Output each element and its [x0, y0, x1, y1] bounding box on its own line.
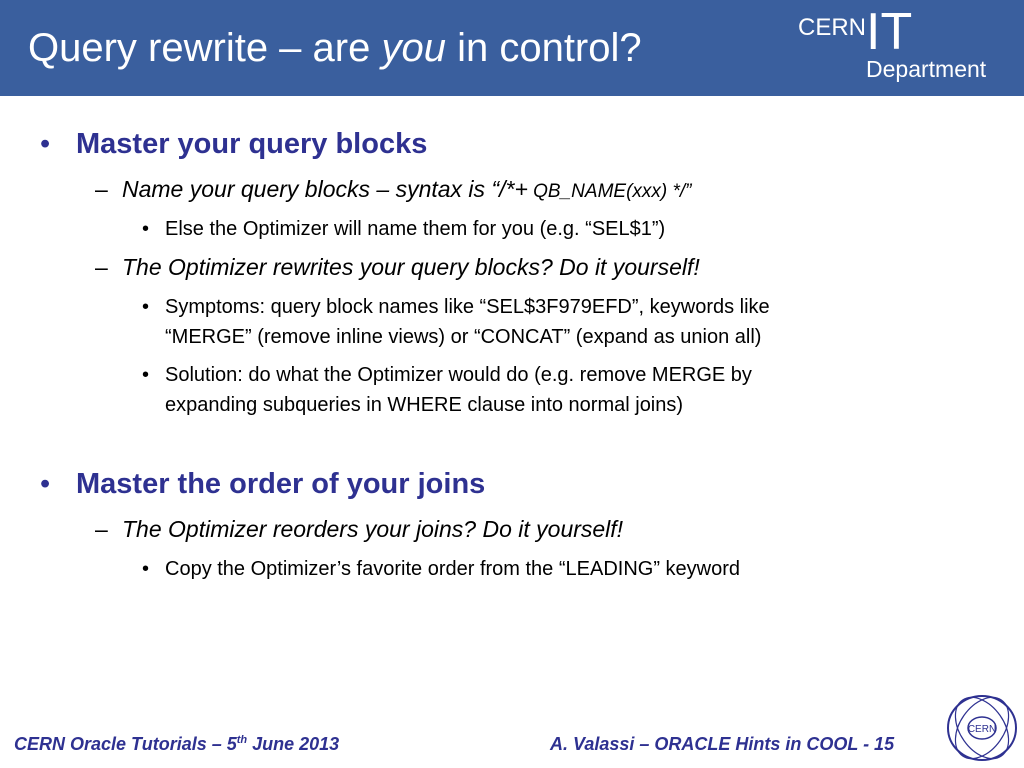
- footer-date: June 2013: [247, 734, 340, 754]
- detail-line-1: Solution: do what the Optimizer would do (e.g. remove MERGE by: [165, 364, 752, 386]
- footer-ordinal: th: [236, 734, 248, 746]
- cern-logo-icon: [944, 690, 1020, 766]
- title-text-end: in control?: [445, 26, 642, 70]
- footer-event-text: CERN Oracle Tutorials – 5: [14, 734, 237, 754]
- dash-icon: –: [95, 516, 108, 542]
- logo-cern-text: CERN: [798, 14, 867, 41]
- detail-label: Copy the Optimizer’s favorite order from the “LEADING” keyword: [165, 558, 741, 580]
- sub-bullet-label: The Optimizer rewrites your query blocks? Do it yourself!: [122, 254, 700, 280]
- dash-icon: –: [95, 254, 108, 280]
- bullet-label: Master the order of your joins: [76, 468, 486, 500]
- footer-event: [14, 734, 339, 755]
- syntax-open: “/*+: [491, 176, 528, 202]
- logo-department-text: Department: [866, 56, 987, 82]
- slide-title: [28, 24, 642, 72]
- logo-it-text: IT: [866, 3, 913, 61]
- title-text: Query rewrite – are: [28, 26, 382, 70]
- title-emphasis: you: [381, 26, 446, 70]
- detail-label: Else the Optimizer will name them for you (e.g. “SEL$1”): [165, 218, 666, 240]
- bullet-icon: •: [142, 364, 150, 386]
- bullet-icon: •: [142, 218, 150, 240]
- cern-logo-text: CERN: [967, 724, 997, 735]
- bullet-icon: •: [40, 468, 51, 500]
- syntax-body: QB_NAME(xxx) */”: [527, 181, 692, 202]
- bullet-icon: •: [40, 128, 51, 160]
- sub-bullet-label: [122, 176, 692, 203]
- detail-line-1: Symptoms: query block names like “SEL$3F979EFD”, keywords like: [165, 296, 770, 318]
- sub-bullet-text: Name your query blocks – syntax is: [122, 176, 492, 202]
- detail-line-2: expanding subqueries in WHERE clause into normal joins): [165, 394, 684, 416]
- sub-bullet-label: The Optimizer reorders your joins? Do it yourself!: [122, 516, 624, 542]
- bullet-label: Master your query blocks: [76, 128, 428, 160]
- footer-author-page: A. Valassi – ORACLE Hints in COOL - 15: [550, 734, 895, 754]
- cern-it-department-logo: [798, 3, 1020, 88]
- bullet-icon: •: [142, 296, 150, 318]
- bullet-icon: •: [142, 558, 150, 580]
- detail-line-2: “MERGE” (remove inline views) or “CONCAT” (expand as union all): [165, 326, 762, 348]
- title-bar: [0, 0, 1024, 96]
- dash-icon: –: [95, 176, 108, 202]
